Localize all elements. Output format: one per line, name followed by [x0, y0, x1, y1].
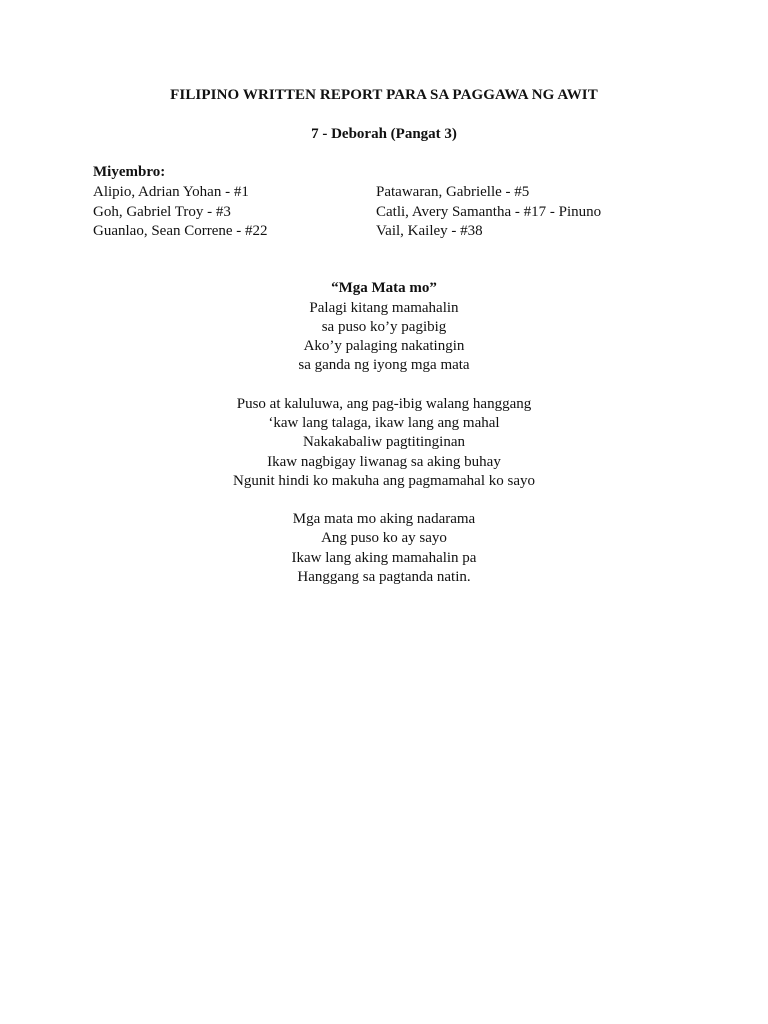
member-row	[93, 203, 653, 223]
lyric-line: Puso at kaluluwa, ang pag-ibig walang hanggang	[236, 395, 532, 412]
lyric-line: ‘kaw lang talaga, ikaw lang ang mahal	[268, 414, 500, 431]
lyric-line: Ikaw nagbigay liwanag sa aking buhay	[267, 453, 501, 470]
section-subtitle: 7 - Deborah (Pangat 3)	[311, 126, 457, 142]
lyric-line: Ang puso ko ay sayo	[321, 530, 447, 547]
song-lyrics	[0, 279, 768, 587]
member-name: Guanlao, Sean Correne - #22	[93, 223, 268, 239]
lyric-line: Mga mata mo aking nadarama	[292, 511, 476, 528]
lyric-line: Ako’y palaging nakatingin	[303, 338, 465, 355]
lyric-line: sa puso ko’y pagibig	[321, 318, 447, 335]
member-name: Patawaran, Gabrielle - #5	[376, 184, 530, 200]
member-name: Vail, Kailey - #38	[376, 223, 483, 239]
member-name: Alipio, Adrian Yohan - #1	[93, 184, 249, 200]
member-row	[93, 183, 653, 203]
stanza	[0, 395, 768, 491]
member-name: Goh, Gabriel Troy - #3	[93, 203, 231, 220]
lyric-line: Hanggang sa pagtanda natin.	[297, 569, 471, 586]
stanza	[0, 299, 768, 376]
lyric-line: Palagi kitang mamahalin	[309, 299, 459, 316]
members-heading: Miyembro:	[93, 164, 166, 180]
member-row	[93, 222, 653, 242]
lyric-line: Ikaw lang aking mamahalin pa	[291, 549, 477, 566]
lyric-line: sa ganda ng iyong mga mata	[298, 357, 470, 374]
members-list	[93, 183, 653, 242]
song-title: “Mga Mata mo”	[331, 280, 437, 296]
lyric-line: Ngunit hindi ko makuha ang pagmamahal ko sayo	[232, 472, 536, 489]
member-name: Catli, Avery Samantha - #17 - Pinuno	[376, 203, 602, 220]
lyric-line: Nakakabaliw pagtitinginan	[302, 434, 466, 451]
stanza	[0, 510, 768, 587]
page-title: FILIPINO WRITTEN REPORT PARA SA PAGGAWA NG AWIT	[170, 87, 598, 103]
